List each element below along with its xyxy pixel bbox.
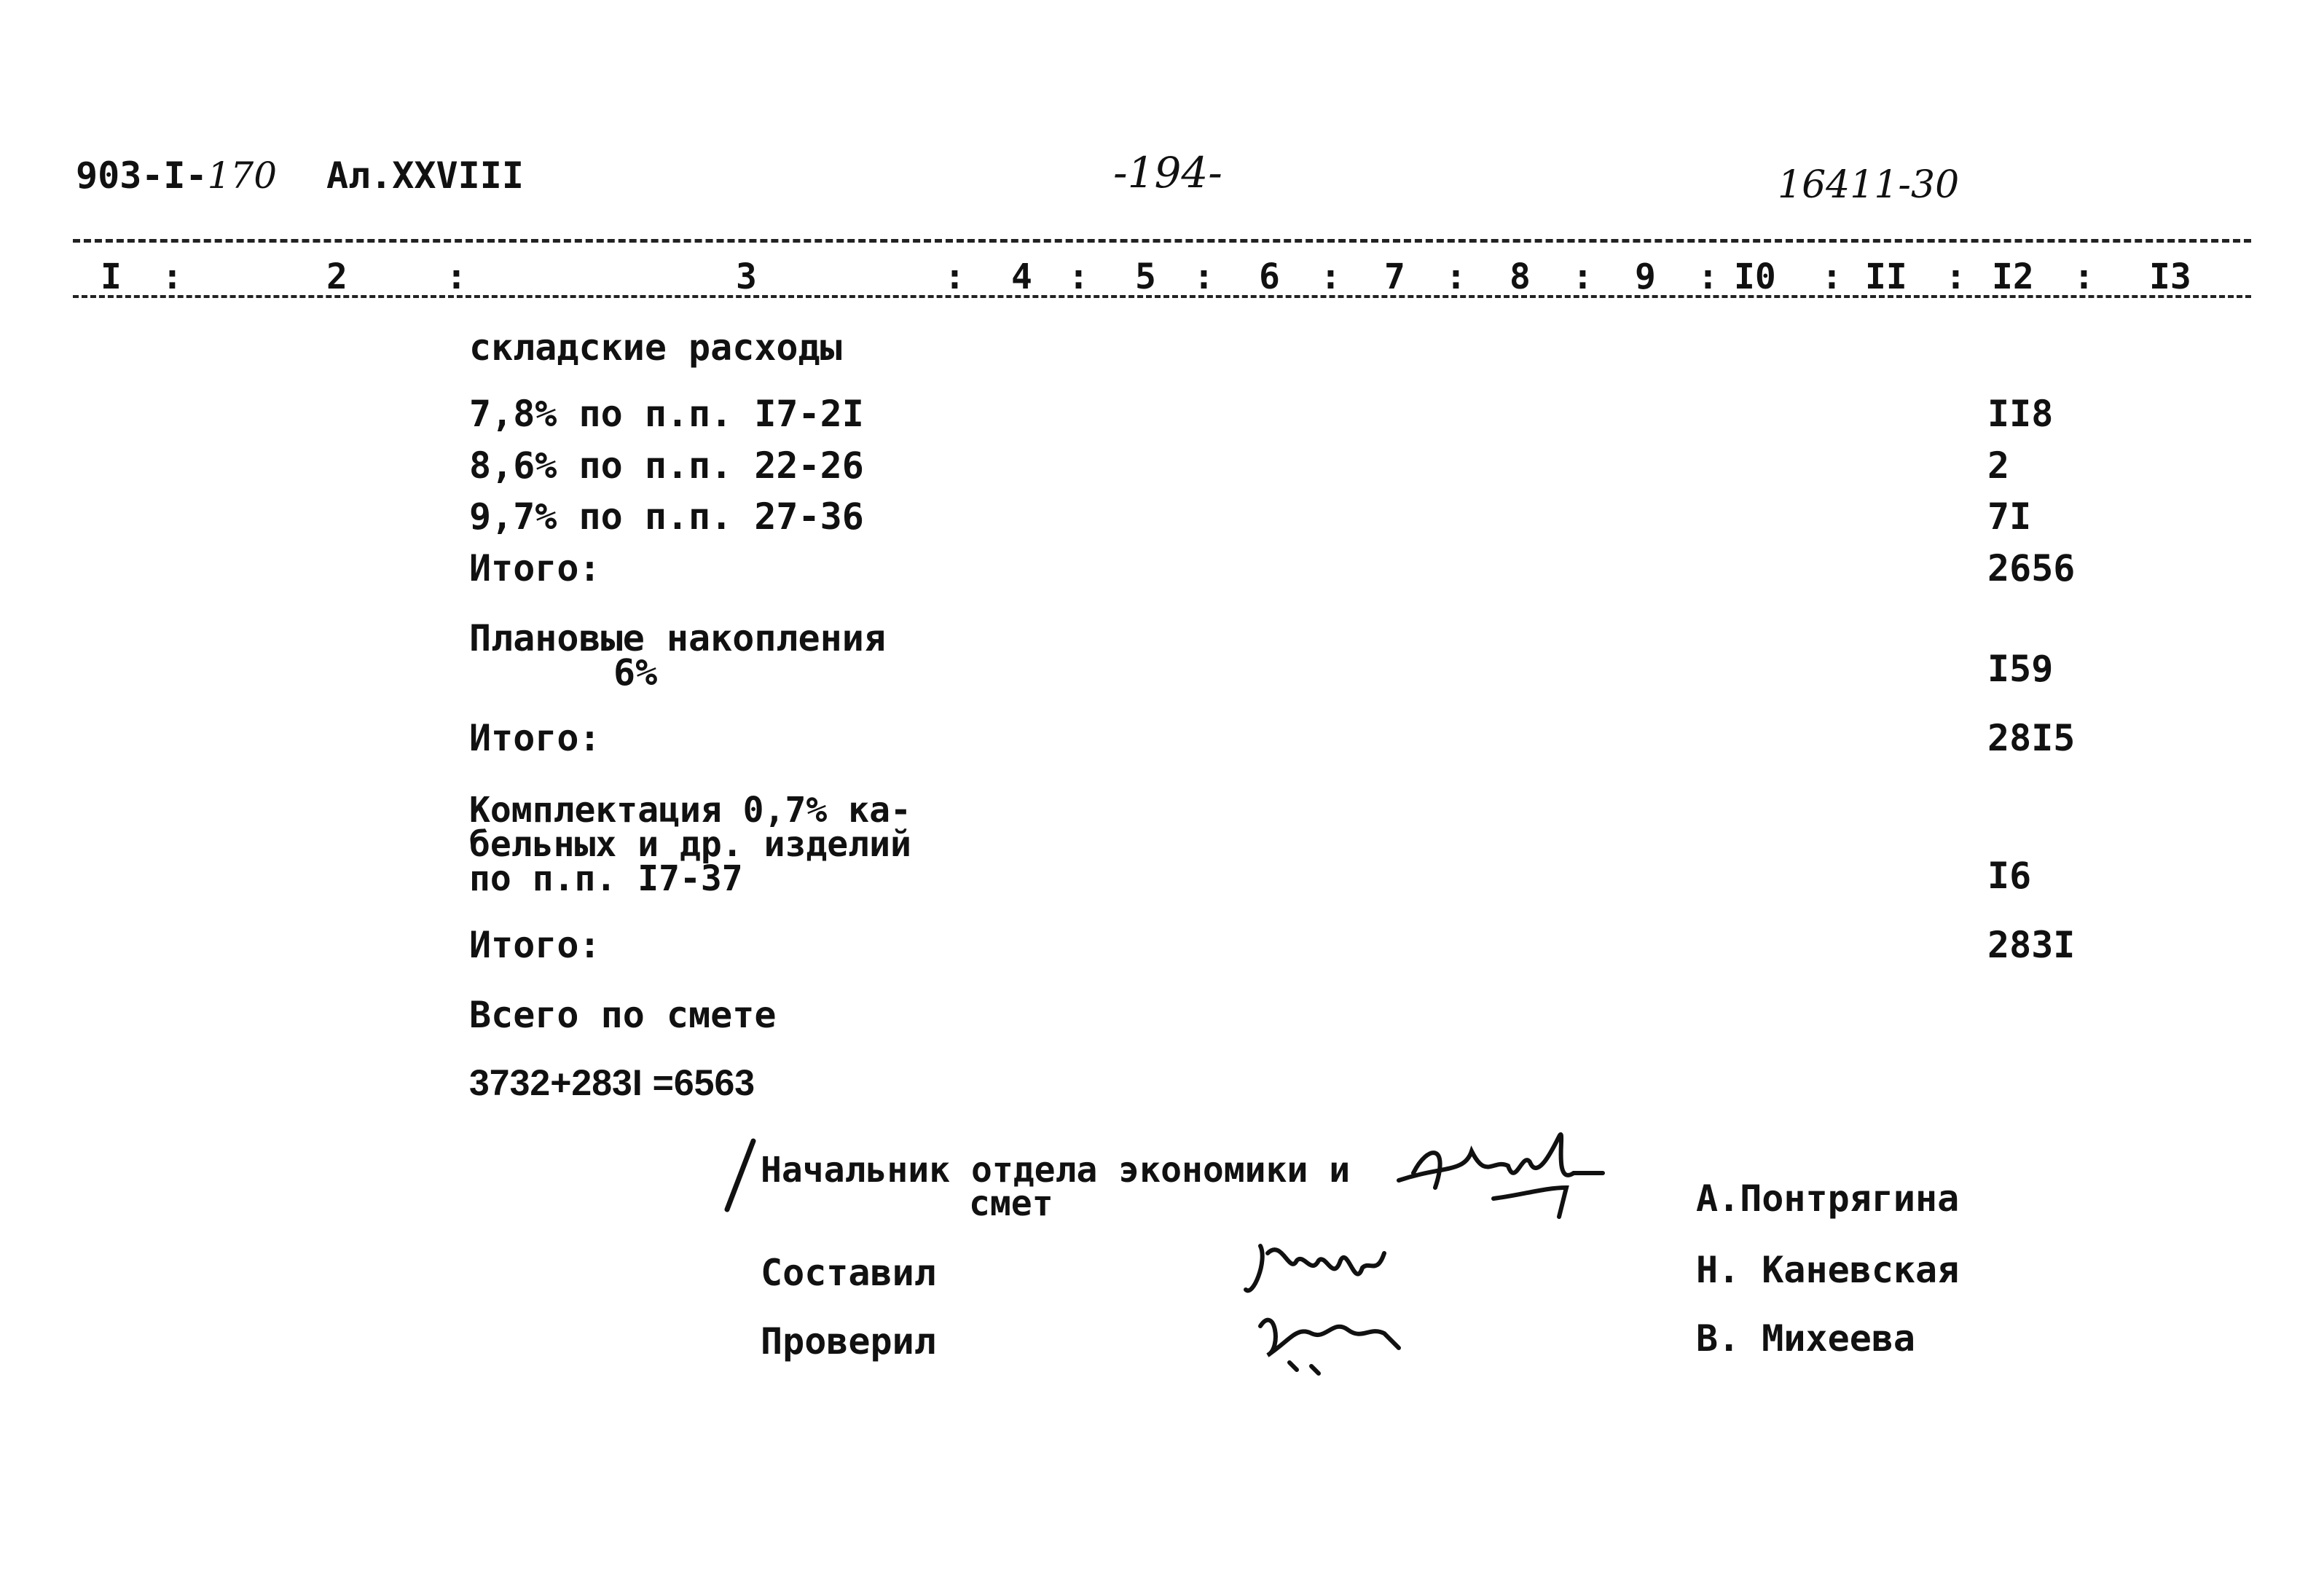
page-number: -194-	[1113, 148, 1222, 197]
row-label: Итого:	[469, 924, 601, 966]
column-number: 4	[1011, 256, 1032, 297]
column-separator: :	[1945, 256, 1966, 297]
column-number: I	[101, 256, 122, 297]
row-label-line2: бельных и др. изделий	[469, 824, 911, 865]
column-number: 3	[736, 256, 757, 297]
signature-role-line2: смет	[969, 1183, 1053, 1224]
column-number: I0	[1734, 256, 1776, 297]
column-number: 8	[1510, 256, 1531, 297]
signature-role: Начальник отдела экономики и	[761, 1150, 1351, 1191]
row-label: Всего по смете	[469, 994, 777, 1036]
row-value: 2	[1987, 444, 2010, 487]
column-separator: :	[1193, 256, 1214, 297]
column-number: 2	[326, 256, 348, 297]
doc-code-printed: 903-I-	[76, 154, 208, 197]
row-value: 7I	[1987, 495, 2032, 538]
handwritten-signature-checker	[1246, 1297, 1413, 1377]
column-separator: :	[1445, 256, 1467, 297]
column-separator: :	[1572, 256, 1593, 297]
grand-total-formula: 3732+283I =6563	[469, 1062, 755, 1103]
row-value: 28I5	[1987, 717, 2076, 759]
signature-name: Н. Каневская	[1696, 1249, 1960, 1291]
column-separator: :	[1821, 256, 1842, 297]
row-label: Итого:	[469, 717, 601, 759]
row-label: Итого:	[469, 547, 601, 589]
column-number: 7	[1384, 256, 1405, 297]
signature-role: Проверил	[761, 1320, 936, 1363]
row-label: Комплектация 0,7% ка-	[469, 790, 911, 831]
column-separator: :	[1068, 256, 1089, 297]
doc-code-handwritten: 170	[207, 154, 278, 197]
row-label-line3: по п.п. I7-37	[469, 858, 743, 899]
signature-role: Составил	[761, 1252, 936, 1294]
signature-name: А.Понтрягина	[1696, 1177, 1960, 1220]
column-number: II	[1865, 256, 1907, 297]
row-value: I6	[1987, 855, 2032, 897]
row-value: 283I	[1987, 924, 2076, 966]
row-label-line2: 6%	[613, 651, 658, 694]
column-separator: :	[944, 256, 965, 297]
row-label: 8,6% по п.п. 22-26	[469, 444, 864, 487]
row-label: складские расходы	[469, 326, 842, 369]
slash-mark	[721, 1137, 765, 1217]
archive-number: 16411-30	[1778, 163, 1960, 207]
doc-code	[76, 154, 278, 197]
column-separator: :	[446, 256, 467, 297]
row-value: I59	[1987, 648, 2054, 690]
column-number: I3	[2149, 256, 2191, 297]
handwritten-signature-head	[1384, 1122, 1625, 1239]
album-number: Ал.XXVIII	[326, 154, 524, 197]
column-number: I2	[1992, 256, 2034, 297]
table-top-rule	[73, 239, 2251, 243]
row-label: Плановые накопления	[469, 617, 886, 659]
row-value: 2656	[1987, 547, 2076, 589]
row-label: 7,8% по п.п. I7-2I	[469, 393, 864, 435]
column-header-underline	[73, 295, 2251, 298]
signature-name: В. Михеева	[1696, 1317, 1916, 1360]
column-number: 9	[1635, 256, 1656, 297]
row-value: II8	[1987, 393, 2054, 435]
column-number: 6	[1259, 256, 1280, 297]
column-separator: :	[2073, 256, 2095, 297]
row-label: 9,7% по п.п. 27-36	[469, 495, 864, 538]
column-separator: :	[162, 256, 183, 297]
column-number: 5	[1135, 256, 1156, 297]
column-separator: :	[1697, 256, 1719, 297]
column-separator: :	[1320, 256, 1341, 297]
